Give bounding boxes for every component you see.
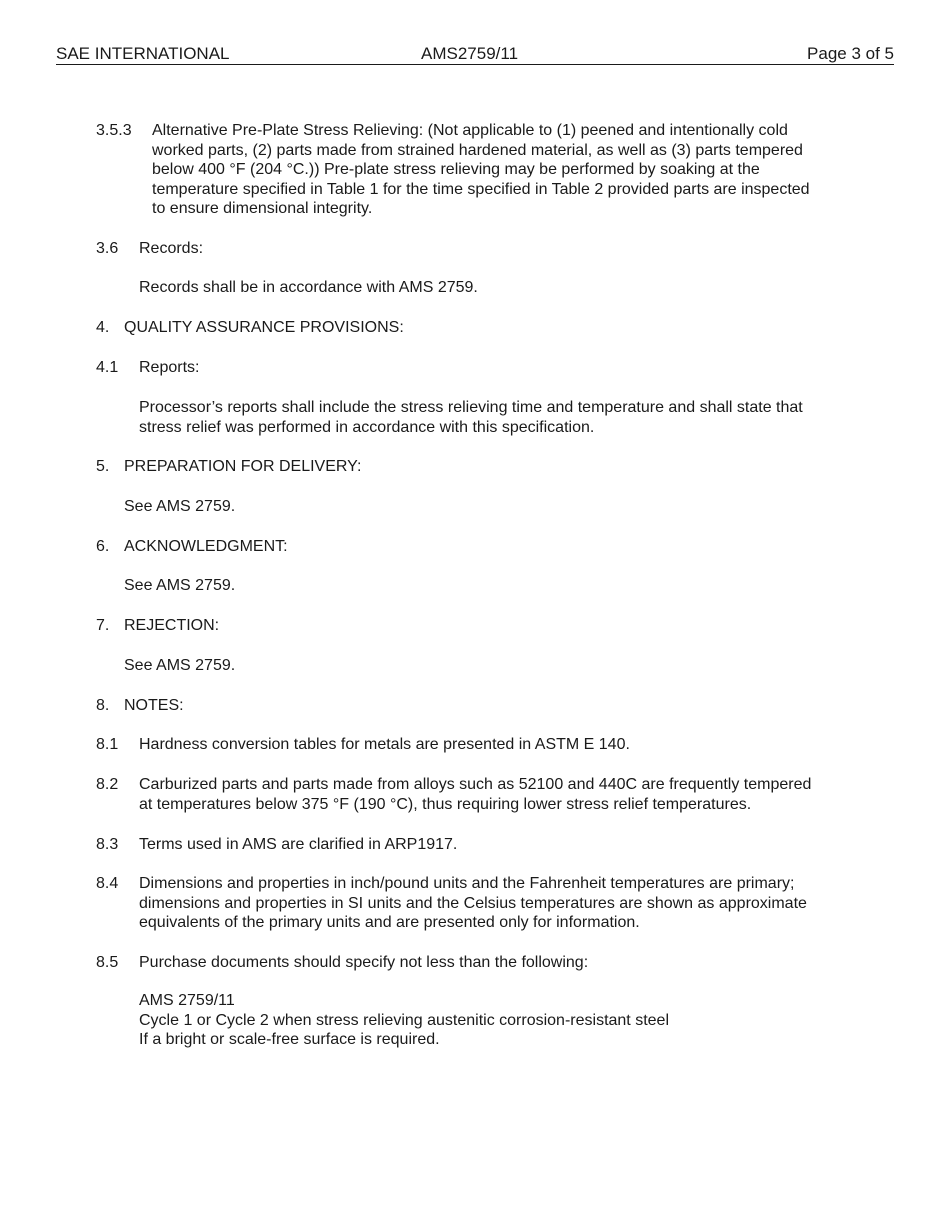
section-text: Hardness conversion tables for metals are presented in ASTM E 140. (139, 736, 630, 753)
header-organization: SAE INTERNATIONAL (56, 44, 230, 63)
section-number: 6. (96, 538, 110, 555)
text-line: Alternative Pre-Plate Stress Relieving: (Not applicable to (1) peened and intentionally cold (152, 122, 788, 139)
section-number: 8.3 (96, 836, 119, 853)
section-title: NOTES: (124, 697, 184, 714)
section-5-body: See AMS 2759. (124, 498, 236, 515)
header-document-id: AMS2759/11 (421, 44, 519, 63)
purchase-requirements-list (139, 991, 669, 1050)
text-line: at temperatures below 375 °F (190 °C), thus requiring lower stress relief temperatures. (139, 795, 752, 813)
section-6-body: See AMS 2759. (124, 577, 236, 594)
section-number: 8.2 (96, 776, 119, 793)
text-line: dimensions and properties in SI units and the Celsius temperatures are shown as approximate (139, 894, 807, 912)
section-4-1-body (139, 398, 803, 437)
section-number: 8. (96, 697, 110, 714)
section-text: Purchase documents should specify not less than the following: (139, 954, 589, 971)
section-number: 7. (96, 617, 110, 634)
text-line: Processor’s reports shall include the stress relieving time and temperature and shall state that (139, 399, 803, 416)
section-number: 3.5.3 (96, 122, 132, 139)
header-page-number: Page 3 of 5 (807, 44, 894, 63)
section-number: 8.4 (96, 875, 119, 892)
section-number: 8.5 (96, 954, 119, 971)
page-header (56, 44, 894, 65)
text-line: Carburized parts and parts made from alloys such as 52100 and 440C are frequently tempered (139, 776, 812, 793)
section-number: 4. (96, 319, 110, 336)
section-number: 4.1 (96, 359, 119, 376)
text-line: temperature specified in Table 1 for the time specified in Table 2 provided parts are inspected (152, 180, 810, 198)
section-number: 8.1 (96, 736, 119, 753)
section-title: Records: (139, 240, 204, 257)
list-item: AMS 2759/11 (139, 992, 235, 1009)
text-line: equivalents of the primary units and are presented only for information. (139, 914, 640, 931)
list-item: Cycle 1 or Cycle 2 when stress relieving austenitic corrosion-resistant steel (139, 1011, 669, 1029)
text-line: Dimensions and properties in inch/pound units and the Fahrenheit temperatures are primary; (139, 875, 795, 892)
section-text (139, 874, 807, 933)
text-line: worked parts, (2) parts made from strained hardened material, as well as (3) parts tempered (152, 141, 803, 159)
text-line: to ensure dimensional integrity. (152, 200, 373, 217)
text-line: stress relief was performed in accordance with this specification. (139, 418, 595, 436)
list-item: If a bright or scale-free surface is required. (139, 1031, 440, 1048)
section-7-body: See AMS 2759. (124, 657, 236, 674)
section-3-6-body: Records shall be in accordance with AMS 2759. (139, 279, 478, 296)
section-number: 3.6 (96, 240, 119, 257)
section-text (152, 121, 810, 219)
section-text: Terms used in AMS are clarified in ARP1917. (139, 836, 458, 853)
section-title: REJECTION: (124, 617, 220, 634)
section-text (139, 775, 811, 814)
text-line: below 400 °F (204 °C.)) Pre-plate stress relieving may be performed by soaking at the (152, 161, 760, 178)
section-title: ACKNOWLEDGMENT: (124, 538, 288, 555)
section-title: Reports: (139, 359, 200, 376)
section-title: PREPARATION FOR DELIVERY: (124, 458, 362, 475)
section-number: 5. (96, 458, 110, 475)
section-title: QUALITY ASSURANCE PROVISIONS: (124, 319, 404, 336)
